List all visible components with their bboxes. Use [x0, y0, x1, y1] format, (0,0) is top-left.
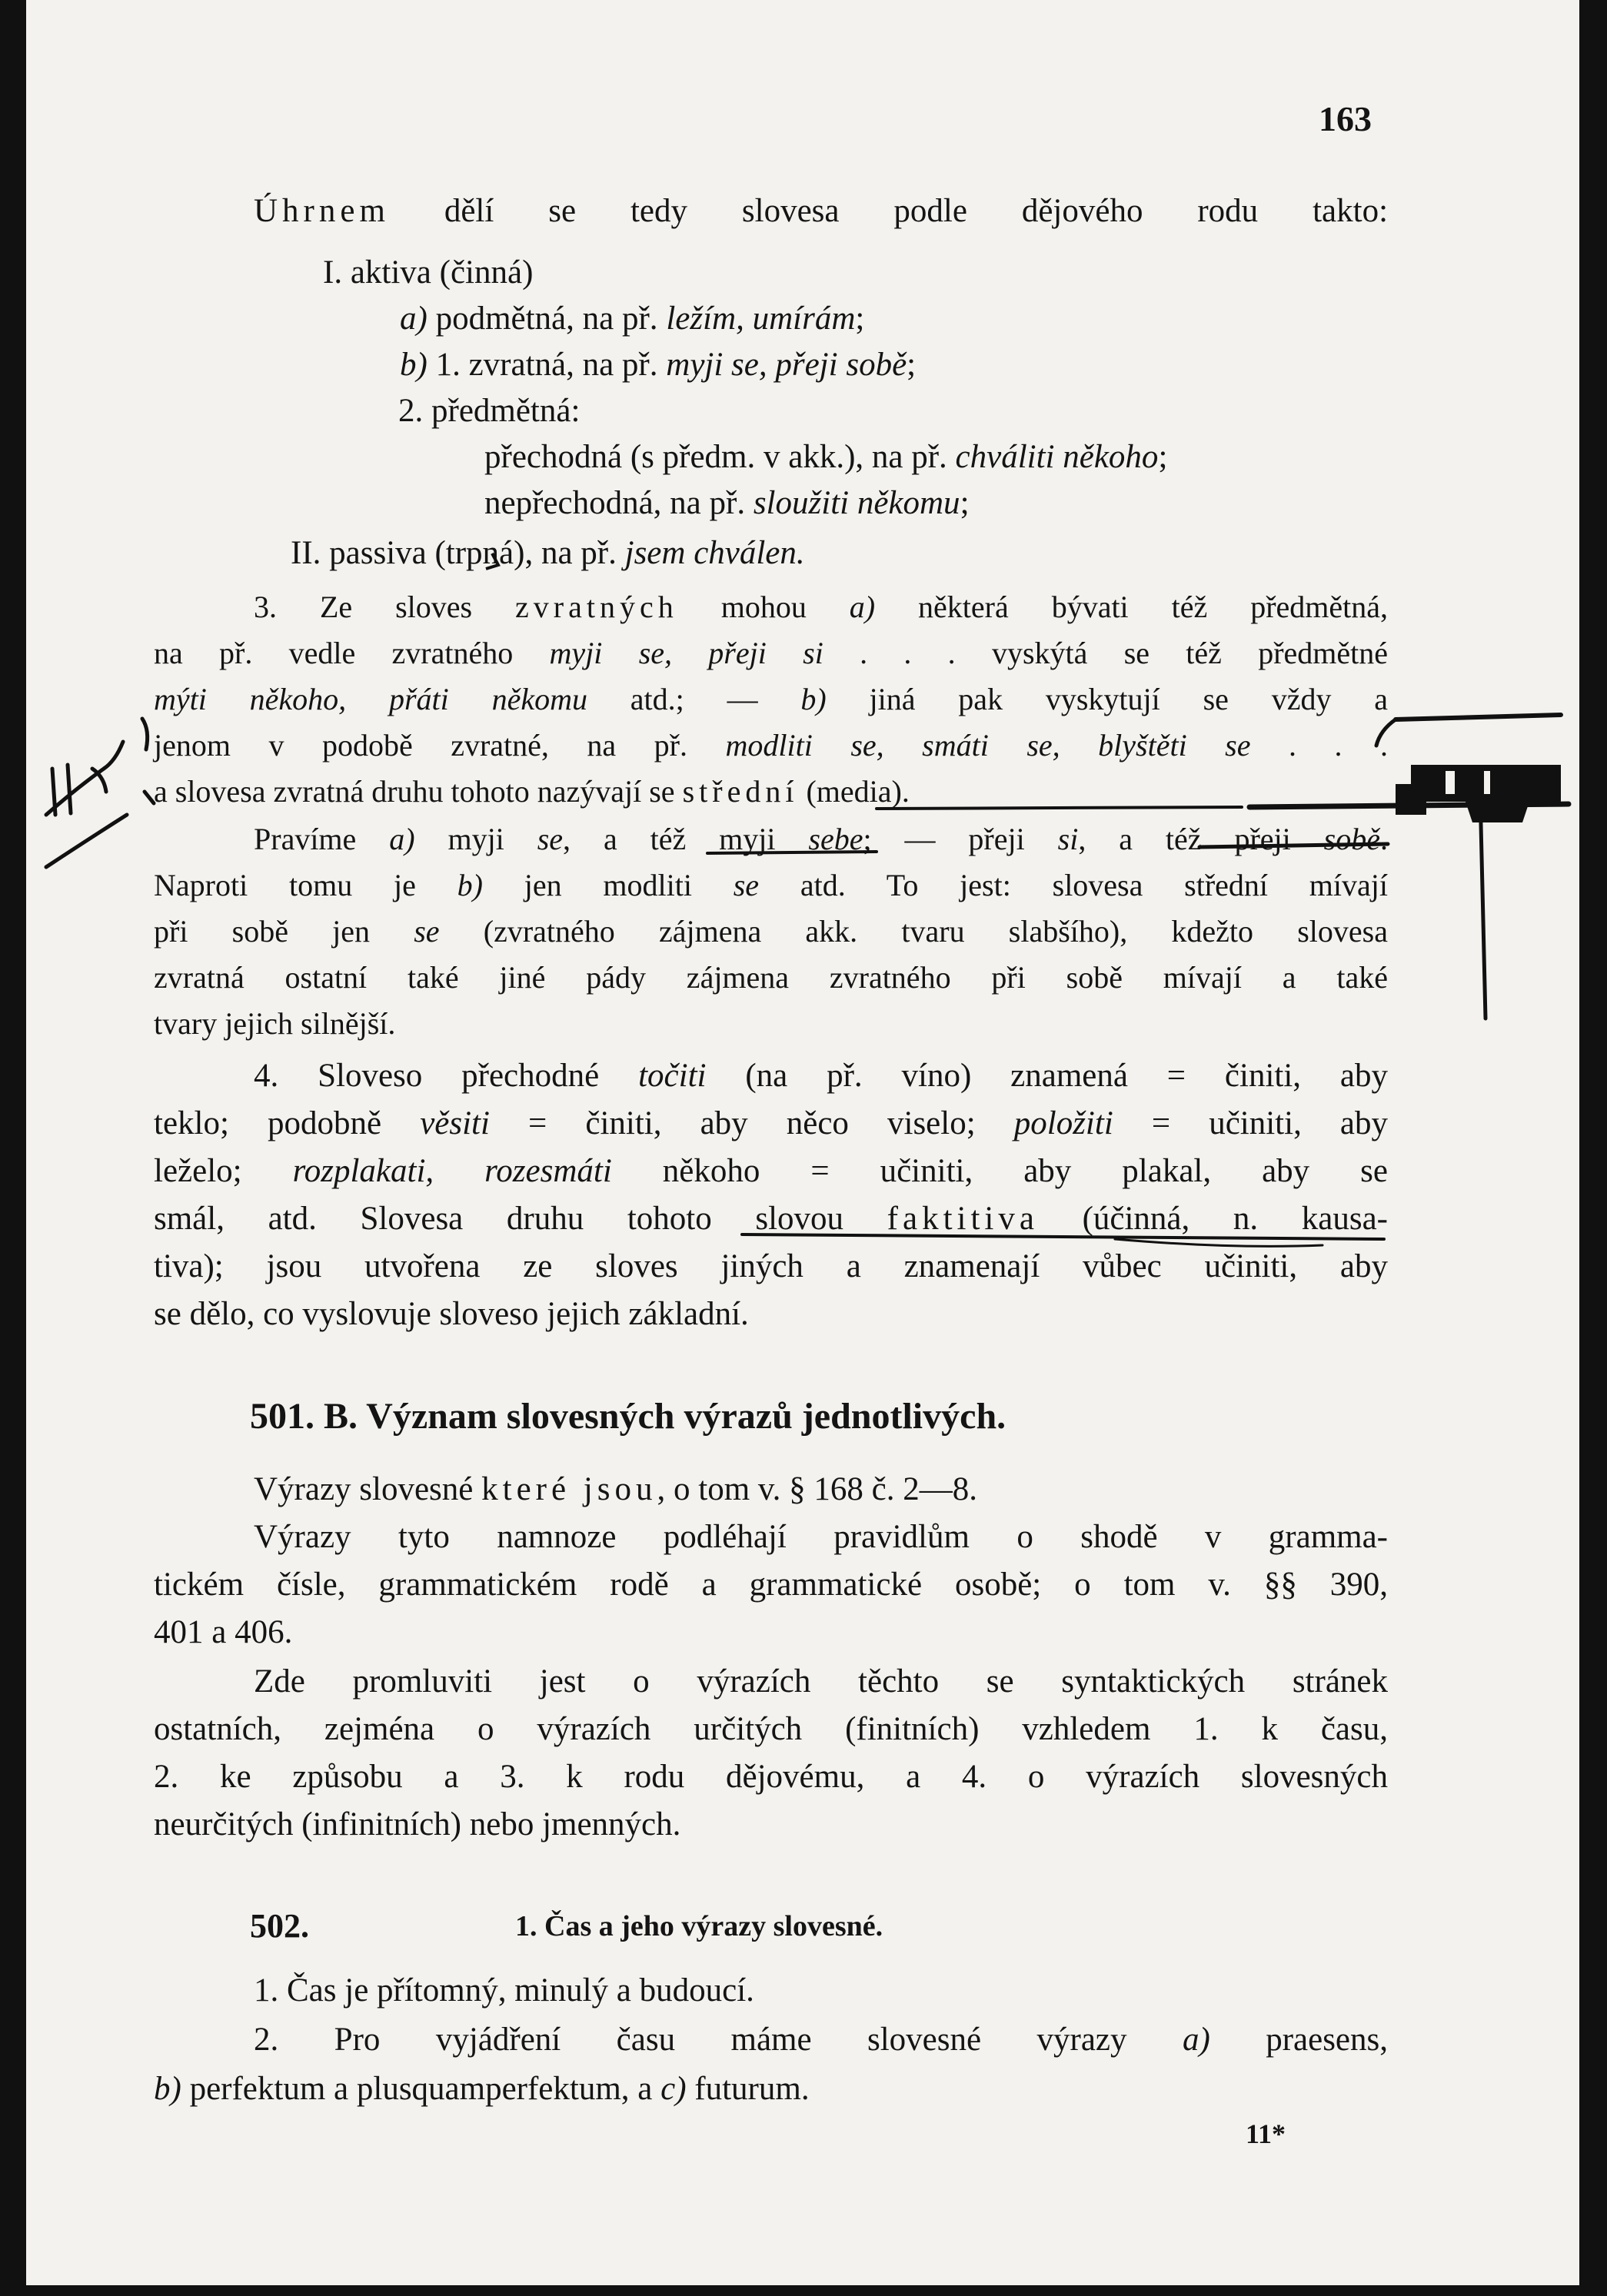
- text-run: se dělo, co vyslovuje sloveso jejich základní.: [154, 1296, 749, 1332]
- text-run: 401 a 406.: [154, 1614, 293, 1650]
- text-run: při sobě jen: [154, 914, 414, 949]
- text-run: tvary jejich silnější.: [154, 1006, 396, 1041]
- text-run: Naproti tomu je: [154, 868, 457, 902]
- text-run: Pravíme: [254, 822, 390, 856]
- text-run: teklo; podobně: [154, 1105, 421, 1141]
- text-run: tiva); jsou utvořena ze sloves jiných a znamenají vůbec učiniti, aby: [154, 1248, 1388, 1284]
- italic-text: modliti se, smáti se, blyštěti se: [725, 728, 1251, 763]
- text-run: . . . vyskýtá se též předmětné: [823, 636, 1389, 670]
- text-run: mohou: [677, 590, 850, 624]
- text-run: , a též myji: [563, 822, 809, 856]
- italic-text: b): [457, 868, 483, 902]
- text-run: jenom v podobě zvratné, na př.: [154, 728, 726, 763]
- section-501-heading: 501. B. Význam slovesných výrazů jednotlivých.: [250, 1396, 1006, 1437]
- text-run: 3. Ze sloves: [254, 590, 516, 624]
- text-run: leželo;: [154, 1153, 293, 1189]
- text-run: (účinná, n. kausa-: [1038, 1201, 1388, 1237]
- vertical-bracket-mark: [1480, 792, 1486, 1018]
- italic-text: a): [849, 590, 876, 624]
- italic-text: a): [1182, 2022, 1210, 2058]
- italic-text: rozplakati, rozesmáti: [292, 1153, 612, 1189]
- text-run: , a též přeji: [1078, 822, 1324, 856]
- text-run: perfektum a plusquamperfektum, a: [181, 2071, 661, 2107]
- italic-text: se: [537, 822, 564, 856]
- italic-text: b): [800, 682, 827, 716]
- text-run: = činiti, aby něco viselo;: [489, 1105, 1014, 1141]
- italic-text: mýti někoho, přáti někomu: [154, 682, 587, 716]
- class-b: b) 1. zvratná, na př. myji se, přeji sobě;: [400, 347, 917, 383]
- text-run: myji: [414, 822, 537, 856]
- page-number: 163: [1319, 99, 1372, 138]
- section-502-number: 502.: [250, 1907, 309, 1945]
- bracket-mark: [1396, 715, 1561, 719]
- bracket-mark: [1376, 719, 1396, 746]
- italic-text: a): [389, 822, 415, 856]
- text-run: 2. ke způsobu a 3. k rodu dějovému, a 4. o výrazích slovesných: [154, 1759, 1388, 1795]
- underline-mark: [877, 807, 1242, 809]
- text-run: ostatních, zejména o výrazích určitých (finitních) vzhledem 1. k času,: [154, 1711, 1388, 1747]
- class-predmetna: 2. předmětná:: [398, 393, 581, 429]
- italic-text: položiti: [1013, 1105, 1113, 1141]
- text-run: futurum.: [686, 2071, 810, 2107]
- spaced-emphasis-text: které jsou: [481, 1471, 657, 1507]
- text-run: , o tom v. § 168 č. 2—8.: [657, 1471, 977, 1507]
- text-run: atd.; —: [587, 682, 801, 716]
- italic-text: věsiti: [420, 1105, 490, 1141]
- text-run: na př. vedle zvratného: [154, 636, 550, 670]
- bracket-mark: [1199, 844, 1388, 847]
- text-run: smál, atd. Slovesa druhu tohoto slovou: [154, 1201, 887, 1237]
- text-run: praesens,: [1209, 2022, 1388, 2058]
- text-run: ; — přeji: [863, 822, 1058, 856]
- text-run: .: [1380, 822, 1388, 856]
- italic-text: si: [1057, 822, 1079, 856]
- check-mark: [486, 553, 498, 569]
- text-run: atd. To jest: slovesa střední mívají: [759, 868, 1389, 902]
- text-run: někoho = učiniti, aby plakal, aby se: [611, 1153, 1388, 1189]
- spaced-emphasis-text: střední: [682, 774, 799, 809]
- underline-mark: [707, 852, 877, 853]
- underline-mark: [1115, 1239, 1323, 1246]
- text-run: jen modliti: [482, 868, 734, 902]
- text-run: tickém čísle, grammatickém rodě a grammatické osobě; o tom v. §§ 390,: [154, 1567, 1388, 1603]
- italic-text: sobě: [1323, 822, 1380, 856]
- spaced-emphasis-text: zvratných: [515, 590, 678, 624]
- text-run: . . .: [1250, 728, 1388, 763]
- text-run: a slovesa zvratná druhu tohoto nazývají se: [154, 774, 683, 809]
- class-neprechodna: nepřechodná, na př. sloužiti někomu;: [484, 485, 970, 521]
- text-run: 1. Čas je přítomný, minulý a budoucí.: [254, 1972, 754, 2009]
- printer-signature: 11*: [1246, 2118, 1286, 2149]
- class-activa: I. aktiva (činná): [323, 254, 534, 291]
- class-passiva: II. passiva (trpná), na př. jsem chválen.: [291, 535, 805, 571]
- text-run: Výrazy slovesné: [254, 1471, 482, 1507]
- margin-note-handwriting: [46, 719, 154, 867]
- text-run: = učiniti, aby: [1113, 1105, 1388, 1141]
- italic-text: c): [660, 2071, 687, 2107]
- summary-line: Úhrnem dělí se tedy slovesa podle dějového rodu takto:: [254, 193, 1389, 229]
- text-run: (zvratného zájmena akk. tvaru slabšího), kdežto slovesa: [439, 914, 1388, 949]
- text-run: jiná pak vyskytují se vždy a: [826, 682, 1389, 716]
- spaced-emphasis-text: faktitiva: [887, 1201, 1039, 1237]
- text-run: Zde promluviti jest o výrazích těchto se syntaktických stránek: [254, 1663, 1388, 1700]
- class-prechodna: přechodná (s předm. v akk.), na př. chváliti někoho;: [484, 439, 1168, 475]
- text-run: neurčitých (infinitních) nebo jmenných.: [154, 1806, 681, 1842]
- italic-text: točiti: [638, 1058, 707, 1094]
- scribble-block: [1396, 765, 1561, 822]
- text-run: (na př. víno) znamená = činiti, aby: [706, 1058, 1388, 1094]
- text-run: 2. Pro vyjádření času máme slovesné výrazy: [254, 2022, 1183, 2058]
- text-run: zvratná ostatní také jiné pády zájmena zvratného při sobě mívají a také: [154, 960, 1388, 995]
- italic-text: se: [414, 914, 440, 949]
- text-run: některá bývati též předmětná,: [875, 590, 1388, 624]
- text-run: Výrazy tyto namnoze podléhají pravidlům o shodě v gramma-: [254, 1519, 1388, 1555]
- underline-mark: [742, 1234, 1384, 1239]
- text-run: (media).: [798, 774, 910, 809]
- italic-text: myji se, přeji si: [549, 636, 823, 670]
- italic-text: sebe: [808, 822, 863, 856]
- italic-text: b): [154, 2071, 181, 2107]
- text-run: 4. Sloveso přechodné: [254, 1058, 639, 1094]
- section-502-heading: 1. Čas a jeho výrazy slovesné.: [515, 1910, 883, 1942]
- italic-text: se: [733, 868, 760, 902]
- class-a: a) podmětná, na př. ležím, umírám;: [400, 301, 865, 337]
